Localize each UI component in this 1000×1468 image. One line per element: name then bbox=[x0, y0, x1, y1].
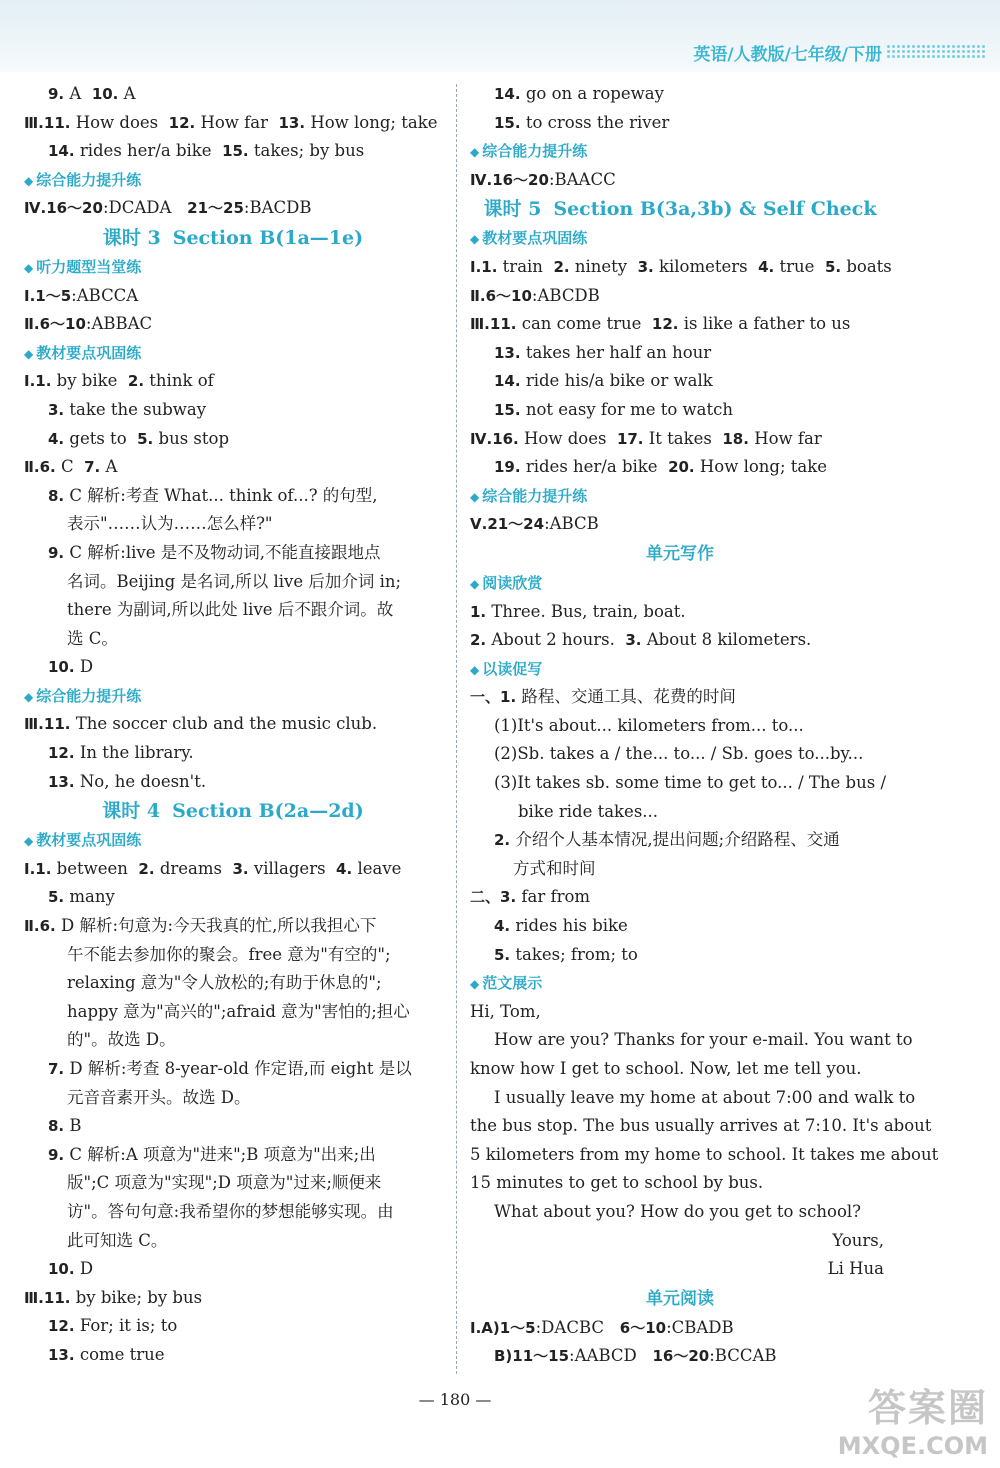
diamond-icon: ◆ bbox=[470, 977, 480, 992]
lesson-title: 课时 3 Section B(1a—1e) bbox=[102, 226, 364, 249]
left-column bbox=[24, 80, 442, 1370]
section-heading: ◆ 综合能力提升练 bbox=[24, 686, 142, 705]
site-watermark bbox=[838, 1377, 988, 1460]
answer-line: 15. not easy for me to watch bbox=[494, 399, 733, 419]
right-column bbox=[470, 80, 939, 1371]
section-heading: ◆ 以读促写 bbox=[470, 659, 543, 678]
answer-line: 13. No, he doesn't. bbox=[48, 771, 207, 791]
essay-line: I usually leave my home at about 7:00 and walk to bbox=[494, 1087, 916, 1107]
answer-line: Ⅱ.6～10:ABCDB bbox=[470, 285, 600, 305]
answer-line: 一、1. 路程、交通工具、花费的时间 bbox=[470, 687, 736, 707]
page-number: — 180 — bbox=[418, 1390, 492, 1409]
answer-line: B)11～15:AABCD 16～20:BCCAB bbox=[494, 1346, 777, 1366]
section-heading: ◆ 综合能力提升练 bbox=[470, 142, 588, 161]
explanation-line: 午不能去参加你的聚会。free 意为"有空的"; bbox=[67, 944, 391, 964]
answer-line: Ⅰ.1. between 2. dreams 3. villagers 4. leave bbox=[24, 858, 402, 878]
section-heading: ◆ 听力题型当堂练 bbox=[24, 257, 142, 276]
diamond-icon: ◆ bbox=[470, 145, 480, 160]
explanation-line: 元音音素开头。故选 D。 bbox=[67, 1087, 251, 1107]
answer-line: 9. C 解析:A 项意为"进来";B 项意为"出来;出 bbox=[48, 1144, 376, 1164]
answer-line: Ⅲ.11. by bike; by bus bbox=[24, 1287, 203, 1307]
answer-line: Ⅲ.11. The soccer club and the music club. bbox=[24, 714, 378, 734]
book-series-tag: 英语/人教版/七年级/下册 bbox=[693, 45, 882, 65]
answer-line: 8. B bbox=[48, 1116, 82, 1136]
explanation-line: (3)It takes sb. some time to get to... / The bus / bbox=[494, 773, 887, 793]
section-heading: ◆ 综合能力提升练 bbox=[470, 486, 588, 505]
answer-line: 2. About 2 hours. 3. About 8 kilometers. bbox=[470, 630, 812, 650]
answer-line: 二、3. far from bbox=[470, 887, 591, 907]
answer-line: 4. rides his bike bbox=[494, 916, 628, 936]
section-heading: ◆ 阅读欣赏 bbox=[470, 573, 543, 592]
section-heading: ◆ 教材要点巩固练 bbox=[470, 229, 588, 248]
watermark-cn: 答案圈 bbox=[867, 1386, 988, 1430]
watermark-en: MXQE.COM bbox=[837, 1432, 988, 1460]
essay-line: know how I get to school. Now, let me tell you. bbox=[470, 1059, 862, 1078]
diamond-icon: ◆ bbox=[24, 260, 34, 275]
essay-line: 5 kilometers from my home to school. It takes me about bbox=[470, 1144, 939, 1164]
explanation-line: 表示"……认为……怎么样?" bbox=[67, 514, 273, 534]
essay-line: 15 minutes to get to school by bus. bbox=[470, 1173, 764, 1193]
explanation-line: 名词。Beijing 是名词,所以 live 后加介词 in; bbox=[67, 571, 402, 591]
answer-line: 1. Three. Bus, train, boat. bbox=[470, 601, 686, 621]
answer-line: Ⅰ.1～5:ABCCA bbox=[24, 285, 139, 305]
answer-line: 8. C 解析:考查 What... think of...? 的句型, bbox=[48, 485, 378, 505]
answer-line: 10. D bbox=[48, 1259, 94, 1279]
explanation-line: 选 C。 bbox=[67, 628, 118, 648]
column-divider bbox=[456, 84, 457, 1374]
answer-line: Ⅳ.16. How does 17. It takes 18. How far bbox=[470, 428, 822, 448]
answer-line: 9. C 解析:live 是不及物动词,不能直接跟地点 bbox=[48, 542, 381, 562]
unit-reading-title: 单元阅读 bbox=[646, 1288, 714, 1309]
explanation-line: 此可知选 C。 bbox=[67, 1230, 168, 1250]
answer-line: Ⅲ.11. can come true 12. is like a father to us bbox=[470, 314, 851, 334]
answer-line: 14. rides her/a bike 15. takes; by bus bbox=[48, 141, 365, 161]
essay-signature: Li Hua bbox=[827, 1259, 884, 1279]
explanation-line: 访"。答句句意:我希望你的梦想能够实现。由 bbox=[67, 1201, 394, 1221]
answer-line: 12. In the library. bbox=[48, 743, 194, 763]
diamond-icon: ◆ bbox=[24, 346, 34, 361]
section-heading: ◆ 教材要点巩固练 bbox=[24, 831, 142, 850]
explanation-line: happy 意为"高兴的";afraid 意为"害怕的;担心 bbox=[67, 1001, 410, 1021]
section-heading: ◆ 范文展示 bbox=[470, 974, 543, 993]
explanation-line: there 为副词,所以此处 live 后不跟介词。故 bbox=[67, 600, 394, 620]
section-heading: ◆ 教材要点巩固练 bbox=[24, 343, 142, 362]
answer-line: Ⅴ.21～24:ABCB bbox=[470, 514, 599, 534]
diamond-icon: ◆ bbox=[24, 689, 34, 704]
essay-greeting: Hi, Tom, bbox=[470, 1001, 541, 1021]
answer-line: Ⅰ.A)1～5:DACBC 6～10:CBADB bbox=[470, 1317, 734, 1337]
answer-line: 19. rides her/a bike 20. How long; take bbox=[494, 457, 828, 477]
answer-line: 14. ride his/a bike or walk bbox=[494, 371, 713, 391]
explanation-line: 的"。故选 D。 bbox=[67, 1030, 176, 1050]
answer-line: 12. For; it is; to bbox=[48, 1316, 178, 1336]
answer-line: 3. take the subway bbox=[48, 399, 207, 419]
lesson-title: 课时 5 Section B(3a,3b) & Self Check bbox=[483, 198, 877, 221]
section-heading: ◆ 综合能力提升练 bbox=[24, 170, 142, 189]
explanation-line: 版";C 项意为"实现";D 项意为"过来;顺便来 bbox=[67, 1173, 382, 1193]
answer-line: 5. takes; from; to bbox=[494, 944, 638, 964]
answer-line: 15. to cross the river bbox=[494, 112, 670, 132]
explanation-line: (2)Sb. takes a / the... to... / Sb. goes to...by... bbox=[494, 744, 864, 764]
header-dot-pattern bbox=[886, 44, 986, 60]
explanation-line: 方式和时间 bbox=[513, 858, 596, 878]
essay-line: How are you? Thanks for your e-mail. You want to bbox=[494, 1030, 913, 1050]
diamond-icon: ◆ bbox=[24, 173, 34, 188]
answer-line: 10. D bbox=[48, 657, 94, 677]
essay-line: What about you? How do you get to school? bbox=[494, 1201, 862, 1221]
explanation-line: relaxing 意为"令人放松的;有助于休息的"; bbox=[67, 973, 382, 993]
answer-line: 5. many bbox=[48, 887, 115, 907]
answer-line: 4. gets to 5. bus stop bbox=[48, 428, 230, 448]
answer-line: 13. come true bbox=[48, 1344, 165, 1364]
page-header bbox=[0, 0, 1000, 72]
answer-line: Ⅱ.6. D 解析:句意为:今天我真的忙,所以我担心下 bbox=[24, 916, 377, 936]
answer-line: Ⅱ.6～10:ABBAC bbox=[24, 314, 153, 334]
answer-line: Ⅰ.1. by bike 2. think of bbox=[24, 371, 214, 391]
answer-line: Ⅱ.6. C 7. A bbox=[24, 457, 118, 477]
answer-line: Ⅳ.16～20:DCADA 21～25:BACDB bbox=[24, 198, 312, 218]
diamond-icon: ◆ bbox=[470, 232, 480, 247]
answer-line: 7. D 解析:考查 8-year-old 作定语,而 eight 是以 bbox=[48, 1059, 412, 1078]
essay-line: the bus stop. The bus usually arrives at 7:10. It's about bbox=[470, 1116, 932, 1136]
diamond-icon: ◆ bbox=[470, 489, 480, 504]
answer-line: 9. A 10. A bbox=[48, 84, 136, 103]
answer-line: Ⅲ.11. How does 12. How far 13. How long; take bbox=[24, 112, 438, 132]
answer-line: 13. takes her half an hour bbox=[494, 342, 712, 362]
diamond-icon: ◆ bbox=[24, 834, 34, 849]
answer-line: Ⅳ.16～20:BAACC bbox=[470, 169, 616, 189]
diamond-icon: ◆ bbox=[470, 576, 480, 591]
explanation-line: bike ride takes... bbox=[518, 801, 659, 821]
lesson-title: 课时 4 Section B(2a—2d) bbox=[102, 800, 364, 823]
answer-line: 2. 介绍个人基本情况,提出问题;介绍路程、交通 bbox=[494, 830, 840, 850]
essay-closing: Yours, bbox=[832, 1230, 884, 1250]
unit-writing-title: 单元写作 bbox=[646, 543, 714, 564]
explanation-line: (1)It's about... kilometers from... to... bbox=[494, 715, 804, 735]
answer-line: Ⅰ.1. train 2. ninety 3. kilometers 4. true 5. boats bbox=[470, 256, 892, 276]
diamond-icon: ◆ bbox=[470, 662, 480, 677]
answer-line: 14. go on a ropeway bbox=[494, 84, 664, 103]
